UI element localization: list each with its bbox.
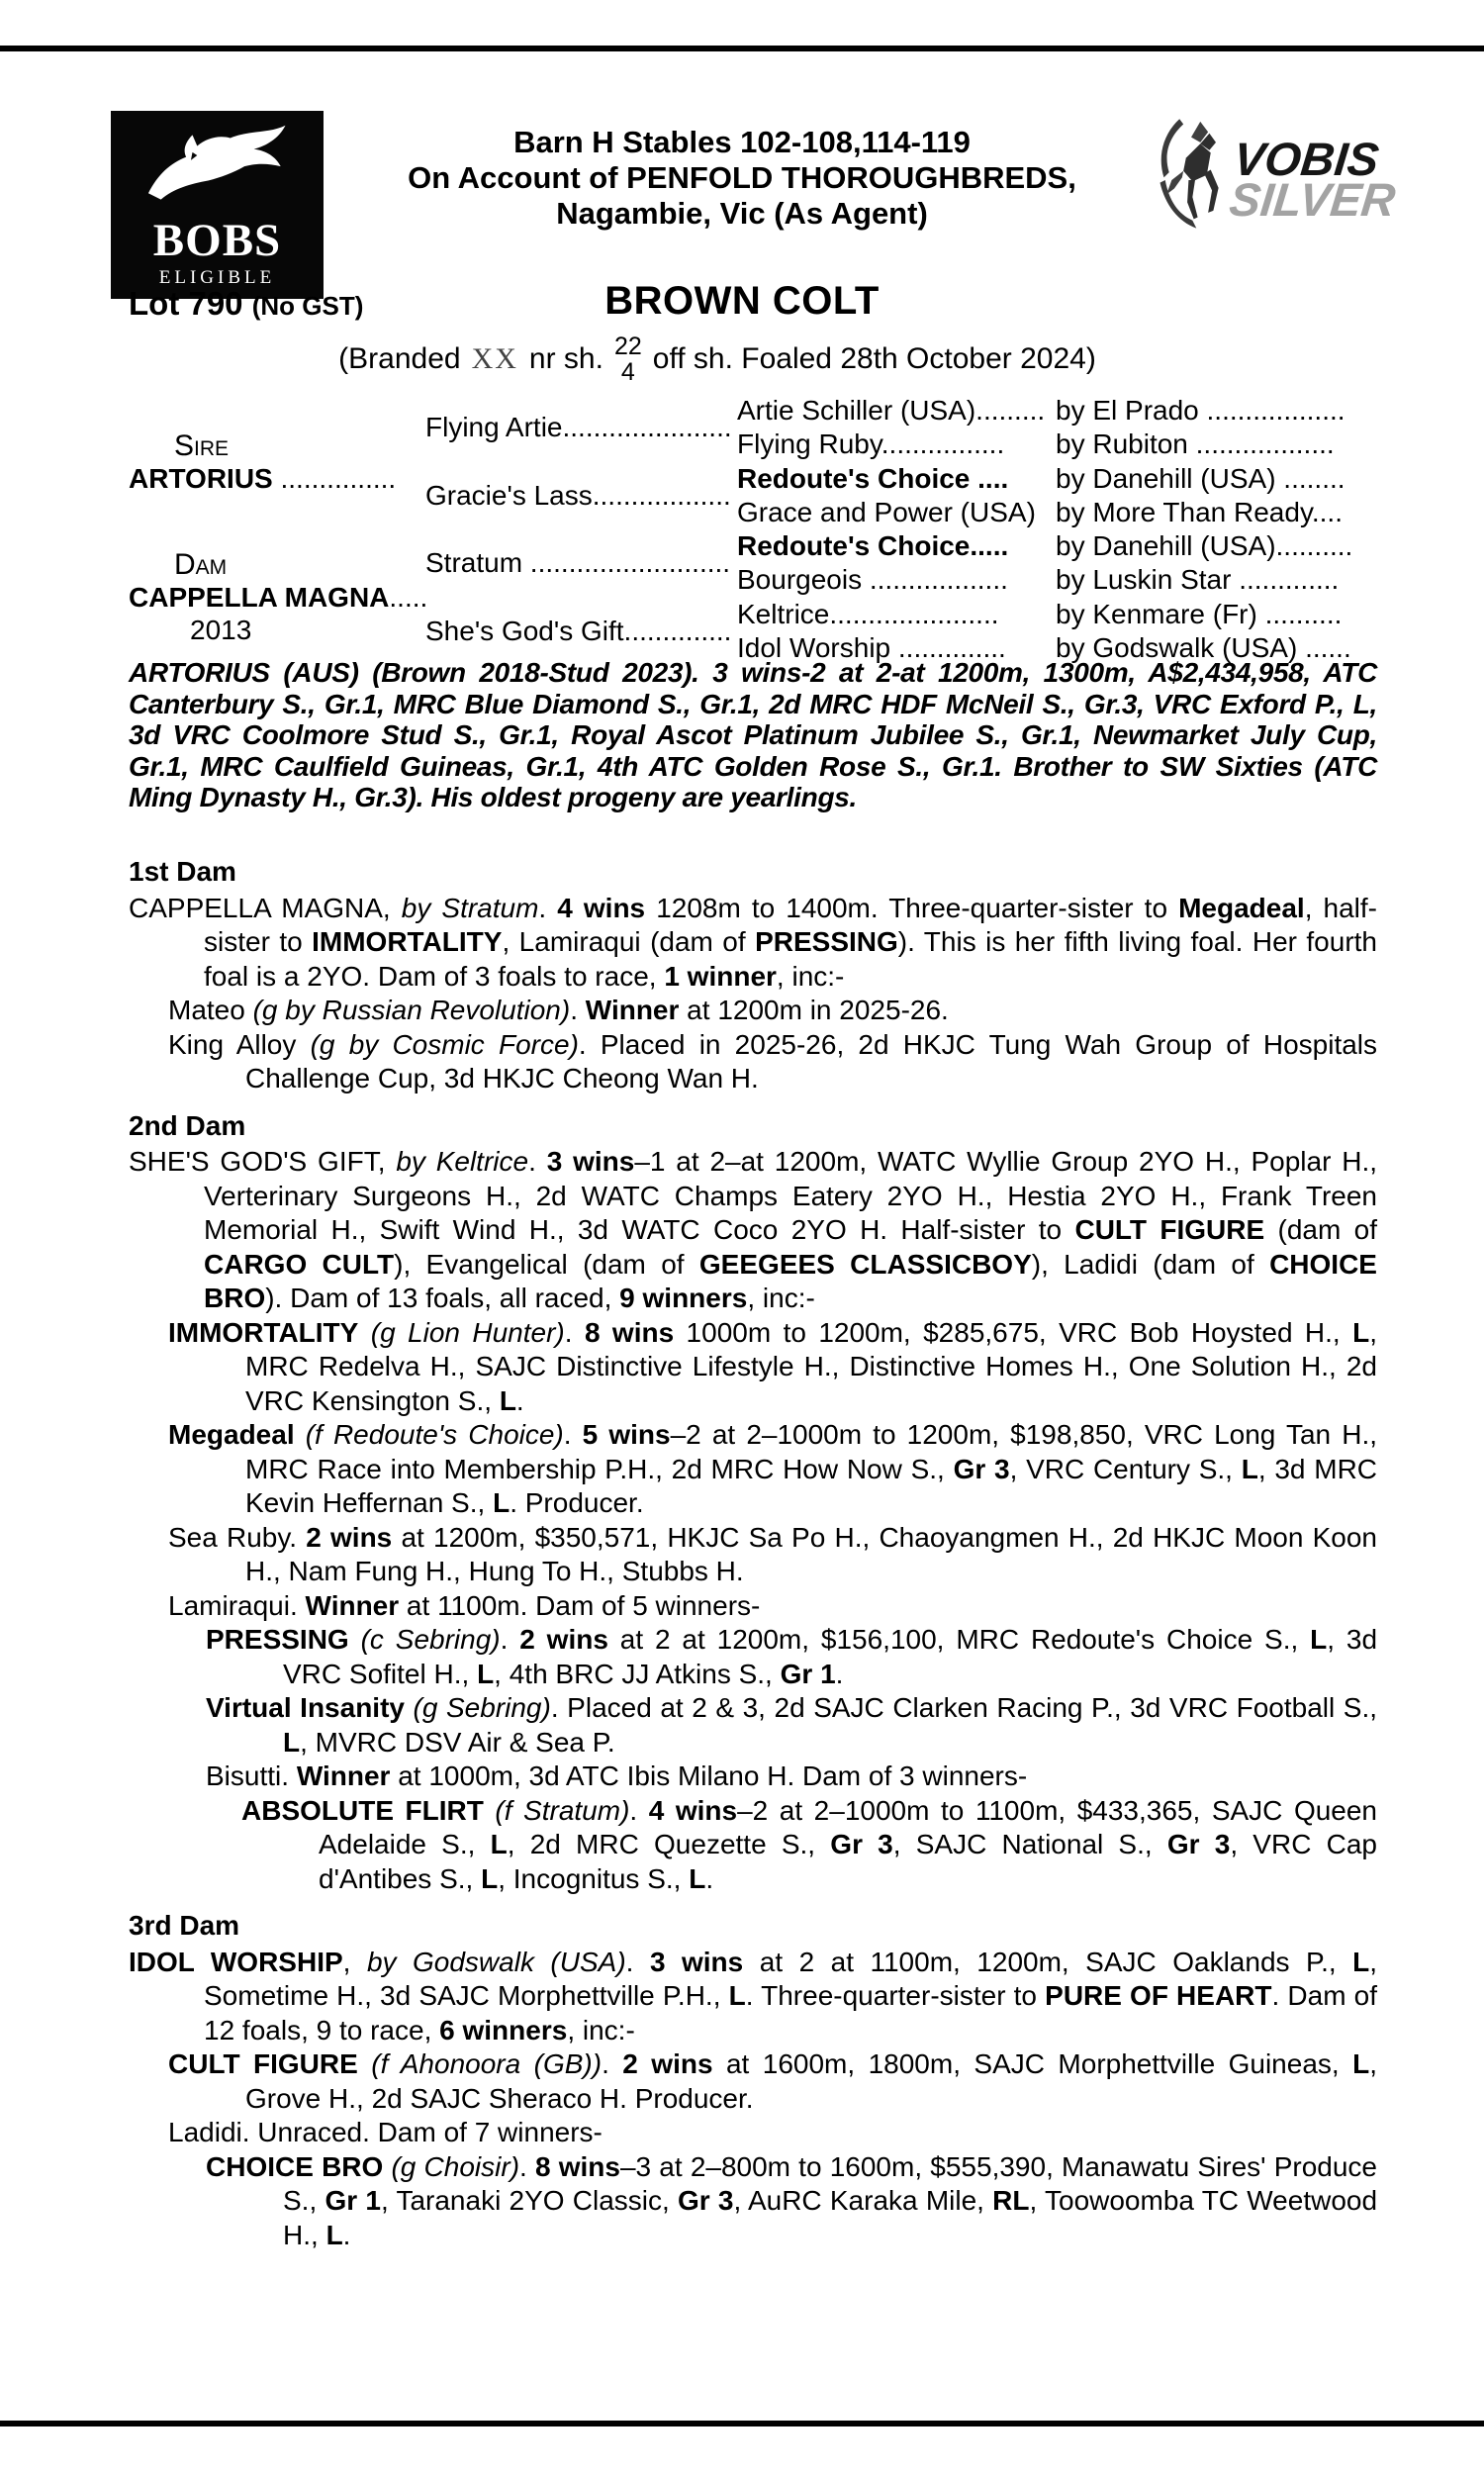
silver-word: SILVER bbox=[1226, 173, 1398, 226]
pedigree-parent: She's God's Gift.............. bbox=[425, 615, 732, 646]
section-heading: 2nd Dam bbox=[129, 1109, 246, 1141]
pedigree-entry: IDOL WORSHIP, by Godswalk (USA). 3 wins at 2 at 1100m, 1200m, SAJC Oaklands P., L, Sometime H., 3d SAJC Morphettville P.H., L. Three-quarter-sister to PURE OF HEART. Dam of 12 foals, 9 to race, 6 winners, inc:- bbox=[129, 1946, 1378, 2046]
pedigree-entry: Megadeal (f Redoute's Choice). 5 wins–2 at 2–1000m to 1200m, $198,850, VRC Long Tan H., MRC Race into Membership P.H., 2d MRC How Now S., Gr 3, VRC Century S., L, 3d MRC Kevin Heffernan S., L. Producer. bbox=[168, 1419, 1378, 1518]
dam-name-line: CAPPELLA MAGNA..... bbox=[129, 582, 428, 613]
top-border-rule bbox=[0, 46, 1484, 51]
pedigree-grandparents bbox=[737, 394, 1385, 665]
section-heading: 1st Dam bbox=[129, 856, 236, 887]
pedigree-gp-row bbox=[737, 496, 1385, 529]
branded-line bbox=[0, 327, 1435, 392]
bottom-border-rule bbox=[0, 2421, 1484, 2426]
gp-name: Idol Worship .............. bbox=[737, 631, 1006, 663]
pedigree-entry: CULT FIGURE (f Ahonoora (GB)). 2 wins at 1600m, 1800m, SAJC Morphettville Guineas, L, Grove H., 2d SAJC Sheraco H. Producer. bbox=[168, 2048, 1378, 2114]
gp-name: Bourgeois .................. bbox=[737, 564, 1008, 596]
gp-name: Redoute's Choice..... bbox=[737, 530, 1009, 562]
pedigree-gp-row bbox=[737, 598, 1385, 631]
pedigree-gp-row bbox=[737, 428, 1385, 461]
dam-label: Dam bbox=[174, 548, 228, 581]
pedigree-entry: Lamiraqui. Winner at 1100m. Dam of 5 winners- bbox=[168, 1589, 761, 1621]
gp-sireline: by El Prado .................. bbox=[1056, 395, 1345, 427]
sire-race-record: ARTORIUS (AUS) (Brown 2018-Stud 2023). 3 wins-2 at 2-at 1200m, 1300m, A$2,434,958, ATC Canterbury S., Gr.1, MRC Blue Diamond S., Gr.1, 2d MRC HDF McNeil S., Gr.3, VRC Exford P., L, 3d VRC Coolmore Stud S., Gr.1, Royal Ascot Platinum Jubilee S., Gr.1, Newmarket July Cup, Gr.1, MRC Caulfield Guineas, Gr.1, 4th ATC Golden Rose S., Gr.1. Brother to SW Sixties (ATC Ming Dynasty H., Gr.3). His oldest progeny are yearlings. bbox=[129, 657, 1377, 812]
pedigree-gp-row bbox=[737, 563, 1385, 597]
pedigree-entry: Mateo (g by Russian Revolution). Winner at 1200m in 2025-26. bbox=[168, 995, 949, 1025]
sire-block bbox=[129, 394, 425, 529]
sire-name: ARTORIUS bbox=[129, 462, 273, 494]
consignor-line-location: Nagambie, Vic (As Agent) bbox=[556, 196, 928, 231]
lot-title: BROWN COLT bbox=[604, 279, 880, 323]
pedigree-parent: Flying Artie...................... bbox=[425, 412, 732, 443]
pedigree-entry: Sea Ruby. 2 wins at 1200m, $350,571, HKJC Sa Po H., Chaoyangmen H., 2d HKJC Moon Koon H., Nam Fung H., Hung To H., Stubbs H. bbox=[168, 1521, 1377, 1586]
pedigree-parent: Gracie's Lass.................. bbox=[425, 479, 731, 511]
vobis-word: VOBIS bbox=[1231, 133, 1382, 185]
gp-sireline: by Luskin Star ............. bbox=[1056, 564, 1340, 596]
brand-number-fraction bbox=[614, 333, 642, 385]
pedigree-entry: Bisutti. Winner at 1000m, 3d ATC Ibis Milano H. Dam of 3 winners- bbox=[206, 1760, 1028, 1791]
dam-sections bbox=[129, 855, 1377, 2252]
gp-sireline: by More Than Ready.... bbox=[1056, 496, 1343, 527]
pedigree-entry: CHOICE BRO (g Choisir). 8 wins–3 at 2–800m to 1600m, $555,390, Manawatu Sires' Produce S., Gr 1, Taranaki 2YO Classic, Gr 3, AuRC Karaka Mile, RL, Toowoomba TC Weetwood H., L. bbox=[206, 2150, 1378, 2250]
pedigree-gp-row bbox=[737, 462, 1385, 496]
sire-name-line: ARTORIUS ............... bbox=[129, 462, 397, 494]
gp-name: Redoute's Choice .... bbox=[737, 462, 1009, 494]
consignor-line-account: On Account of PENFOLD THOROUGHBREDS, bbox=[408, 160, 1076, 195]
gp-sireline: by Danehill (USA) ........ bbox=[1056, 462, 1345, 494]
pedigree-entry: SHE'S GOD'S GIFT, by Keltrice. 3 wins–1 at 2–at 1200m, WATC Wyllie Group 2YO H., Poplar H., Verterinary Surgeons H., 2d WATC Champs Eatery 2YO H., Hestia 2YO H., Frank Treen Memorial H., Swift Wind H., 3d WATC Coco 2YO H. Half-sister to CULT FIGURE (dam of CARGO CULT), Evangelical (dam of GEEGEES CLASSICBOY), Ladidi (dam of CHOICE BRO). Dam of 13 foals, all raced, 9 winners, inc:- bbox=[129, 1146, 1378, 1313]
lot-number-text: Lot 790 bbox=[129, 285, 243, 322]
gst-note: (No GST) bbox=[251, 291, 364, 321]
consignor-line-barn: Barn H Stables 102-108,114-119 bbox=[513, 125, 971, 159]
section-heading: 3rd Dam bbox=[129, 1910, 240, 1941]
vobis-wordmark bbox=[1226, 133, 1402, 226]
dam-name: CAPPELLA MAGNA bbox=[129, 582, 390, 613]
brand-mark: XX bbox=[471, 342, 518, 375]
gp-sireline: by Godswalk (USA) ...... bbox=[1056, 631, 1351, 663]
gp-sireline: by Danehill (USA).......... bbox=[1056, 530, 1353, 562]
gp-name: Flying Ruby................ bbox=[737, 428, 1005, 460]
pedigree-entry: King Alloy (g by Cosmic Force). Placed in 2025-26, 2d HKJC Tung Wah Group of Hospitals Challenge Cup, 3d HKJC Cheong Wan H. bbox=[168, 1028, 1378, 1094]
pedigree-gp-row bbox=[737, 394, 1385, 428]
pedigree-entry: Virtual Insanity (g Sebring). Placed at 2 & 3, 2d SAJC Clarken Racing P., 3d VRC Football S., L, MVRC DSV Air & Sea P. bbox=[206, 1692, 1377, 1758]
bobs-logo-title: BOBS bbox=[152, 215, 282, 266]
sire-label: Sire bbox=[174, 428, 230, 462]
gp-sireline: by Kenmare (Fr) .......... bbox=[1056, 598, 1343, 629]
pedigree-entry: IMMORTALITY (g Lion Hunter). 8 wins 1000m to 1200m, $285,675, VRC Bob Hoysted H., L, MRC Redelva H., SAJC Distinctive Lifestyle H., Distinctive Homes H., One Solution H., 2d VRC Kensington S., L. bbox=[168, 1316, 1378, 1416]
pedigree-sire-dam-column bbox=[129, 394, 428, 665]
dam-foaling-year: 2013 bbox=[190, 615, 252, 645]
dam-block bbox=[129, 529, 428, 665]
pedigree-entry: PRESSING (c Sebring). 2 wins at 2 at 1200m, $156,100, MRC Redoute's Choice S., L, 3d VRC Sofitel H., L, 4th BRC JJ Atkins S., Gr 1. bbox=[206, 1624, 1378, 1689]
brand-number-top: 22 bbox=[613, 333, 642, 360]
pedigree-table bbox=[129, 394, 1385, 665]
branded-foaled-text: off sh. Foaled 28th October 2024) bbox=[652, 342, 1096, 375]
brand-number-bottom: 4 bbox=[620, 358, 635, 386]
branded-near-shoulder: nr sh. bbox=[528, 342, 603, 375]
pedigree-entry: ABSOLUTE FLIRT (f Stratum). 4 wins–2 at 2–1000m to 1100m, $433,365, SAJC Queen Adelaide S., L, 2d MRC Quezette S., Gr 3, SAJC National S., Gr 3, VRC Cap d'Antibes S., L, Incognitus S., L. bbox=[241, 1794, 1378, 1894]
pedigree-entry: Ladidi. Unraced. Dam of 7 winners- bbox=[168, 2117, 603, 2147]
horse-jockey-icon bbox=[1150, 93, 1228, 267]
pedigree-gp-row bbox=[737, 529, 1385, 563]
gp-name: Keltrice...................... bbox=[737, 598, 999, 629]
pedigree-parent: Stratum .......................... bbox=[425, 547, 731, 579]
branded-prefix: (Branded bbox=[338, 342, 461, 375]
vobis-silver-logo bbox=[1150, 91, 1397, 269]
gp-name: Grace and Power (USA) bbox=[737, 496, 1036, 527]
pedigree-parents bbox=[425, 394, 737, 665]
gp-sireline: by Rubiton .................. bbox=[1056, 428, 1335, 460]
bobs-logo-subtitle: ELIGIBLE bbox=[158, 267, 276, 288]
gp-name: Artie Schiller (USA)......... bbox=[737, 395, 1046, 427]
pedigree-entry: CAPPELLA MAGNA, by Stratum. 4 wins 1208m to 1400m. Three-quarter-sister to Megadeal, half-sister to IMMORTALITY, Lamiraqui (dam of PRESSING). This is her fifth living foal. Her fourth foal is a 2YO. Dam of 3 foals to race, 1 winner, inc:- bbox=[129, 892, 1378, 992]
